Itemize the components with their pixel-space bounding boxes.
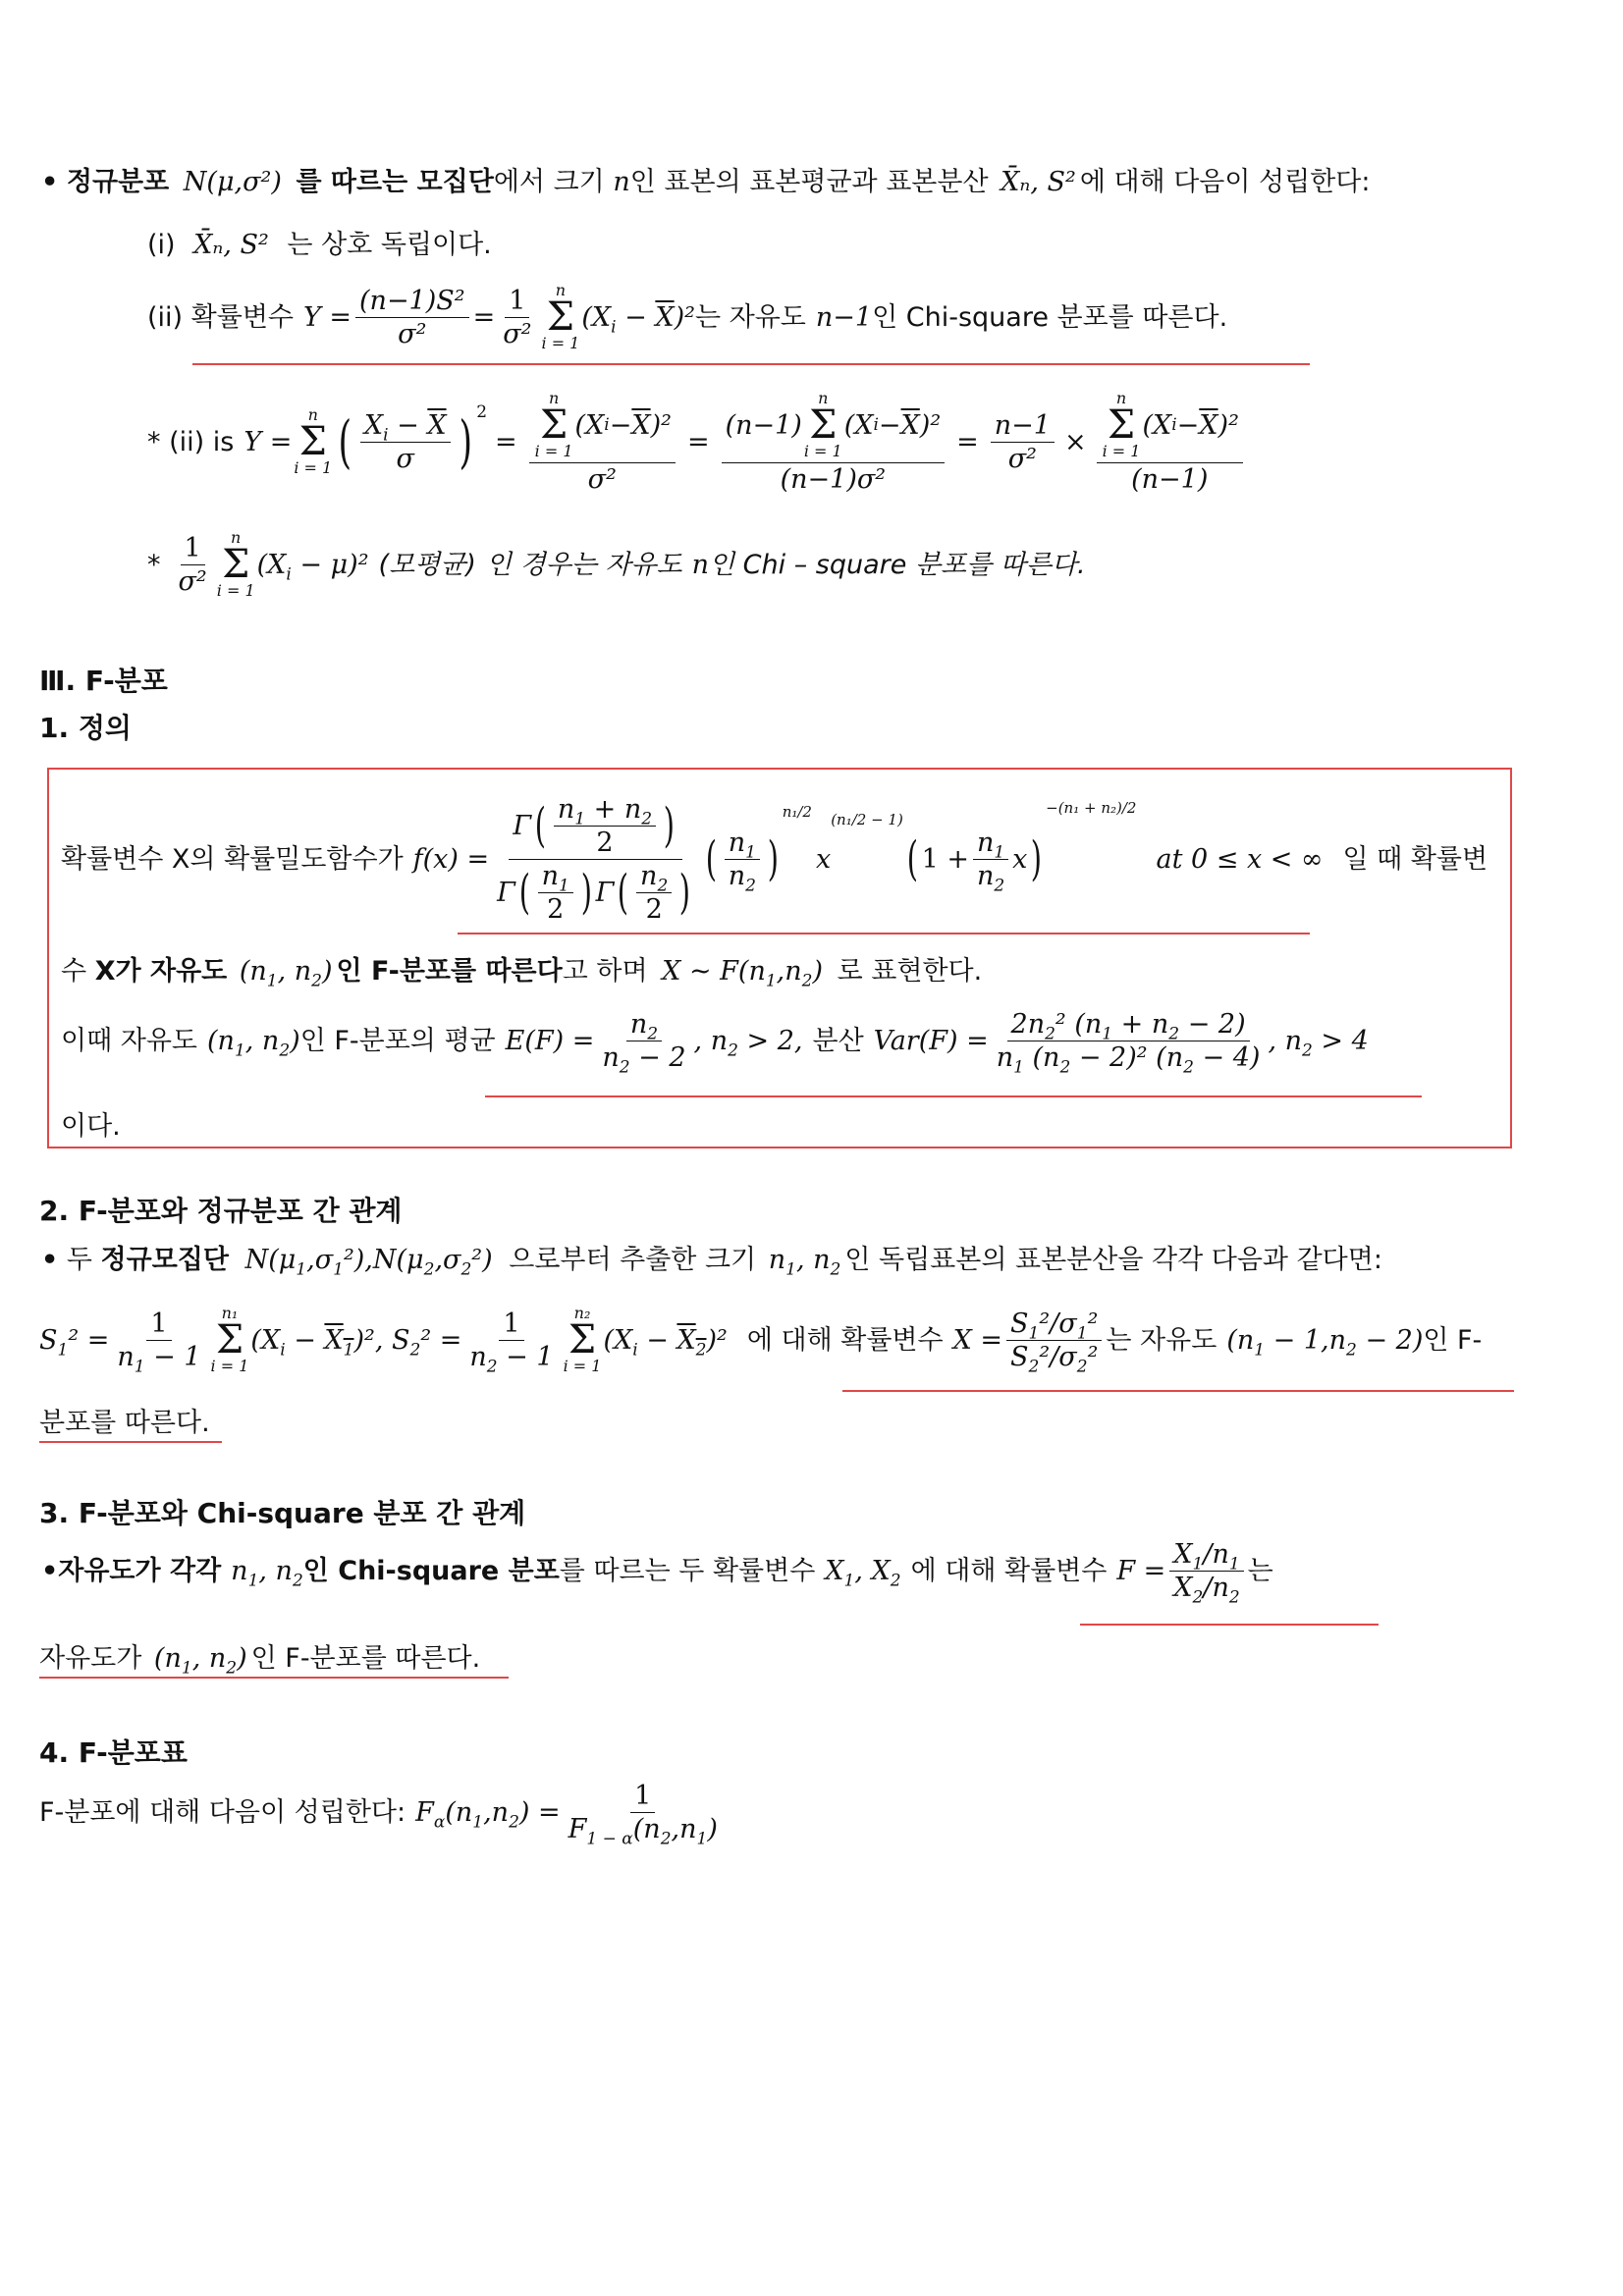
definition-line1: 확률변수 X의 확률밀도함수가 f(x) = Γ ( $\frac{n_1 + n_2}{2}$ ) Γ ( $\frac{n_1}{2}$ ) Γ ( $\frac{n_2}{2}$ ) ( $\frac{n_1}{n_2}$ ) n₁/2 x (n₁/2 − 1) ( 1 + $\frac{n_1}{n_2}$ x ) −(n₁ + n₂)/2 at 0 ≤ x < ∞ 일 때 확률변: [61, 793, 1488, 925]
section-title: Ⅲ. F-분포: [39, 665, 168, 697]
chisq-relation-line2: 자유도가 ($n_1$, $n_2$) 인 F-분포를 따른다.: [39, 1643, 481, 1679]
underline-chisq-relation-2: [39, 1677, 509, 1679]
item-ii: (ii) 확률변수 Y = $\frac{\text{(n−1)S²}}{\text{σ²}}$ = $\frac{1}{\text{σ²}}$ n Σ i = 1 $(X_i - \overline{X})^2$ 는 자유도 n−1 인 Chi-square 분포를 따른다.: [147, 281, 1228, 352]
definition-line3: 이때 자유도 ($n_1$, $n_2$) 인 F-분포의 평균 E(F) = $\frac{n_2}{n_2 - 2}$ , $n_2 > 2$, 분산 Var(F) = $\frac{2n_2^2 (n_1 + n_2 - 2)}{n_1 (n_2 - 2)^2 (n_2 - 4)}$ , $n_2 > 4$: [61, 1009, 1369, 1078]
underline-pdf: [458, 933, 1310, 934]
normal-relation-line3: 분포를 따른다.: [39, 1408, 210, 1438]
subsection-definition: 1. 정의: [39, 712, 132, 744]
underline-chisq-relation: [1080, 1624, 1379, 1626]
definition-line2: 수 X가 자유도 ($n_1$, $n_2$) 인 F-분포를 따른다고 하며 X ~ $F(n_1,n_2)$ 로 표현한다.: [61, 956, 983, 991]
bullet: •: [41, 167, 59, 197]
definition-line4: 이다.: [61, 1111, 121, 1142]
note-population-mean: * $\frac{1}{\text{σ²}}$ n Σ i = 1 $(X_i - \mu)^2$ (모평균) 인 경우는 자유도 n 인 Chi – square 분포를 따른다.: [147, 528, 1086, 600]
normal-relation-line2: $S_1^2$ = $\frac{1}{n_1 - 1}$ n₁ Σ i = 1 $(X_i - X_1)^2$, $S_2^2$ = $\frac{1}{n_2 - 1}$ n₂ Σ i = 1 $(X_i - X_2)^2$ 에 대해 확률변수 X = $\frac{S_1^2/\sigma_1^2}{S_2^2/\sigma_2^2}$ 는 자유도 $(n_1 - 1,n_2 - 2)$ 인 F-: [39, 1304, 1483, 1376]
normal-relation-line1: • 두 정규모집단 $N(\mu_1,\sigma_1^2),N(\mu_2,\sigma_2^2)$ 으로부터 추출한 크기 $n_1$, $n_2$ 인 독립표본의 표본분산을 각각 다음과 같다면:: [41, 1245, 1382, 1280]
underline-normal-relation: [842, 1390, 1514, 1392]
subsection-f-table: 4. F-분포표: [39, 1736, 188, 1769]
subsection-normal-relation: 2. F-분포와 정규분포 간 관계: [39, 1195, 403, 1227]
underline-ii: [192, 363, 1310, 365]
subsection-chisq-relation: 3. F-분포와 Chi-square 분포 간 관계: [39, 1497, 526, 1529]
f-table-line: F-분포에 대해 다음이 성립한다: $F_\alpha(n_1,n_2)$ = $\frac{1}{F_{1 - \alpha}(n_2,n_1)}$: [39, 1781, 718, 1849]
underline-normal-relation-2: [39, 1441, 222, 1443]
item-i: (i) X̄ₙ, S² 는 상호 독립이다.: [147, 230, 492, 260]
chisq-relation-line1: • 자유도가 각각 $n_1$, $n_2$ 인 Chi-square 분포 를 따르는 두 확률변수 $X_1$, $X_2$ 에 대해 확률변수 F = $\frac{X_1/n_1}{X_2/n_2}$ 는: [41, 1539, 1273, 1608]
intro-line: • 정규분포 N(μ,σ²) 를 따르는 모집단에서 크기 n인 표본의 표본평균과 표본분산 X̄ₙ, S² 에 대해 다음이 성립한다:: [41, 167, 1371, 197]
underline-mean-var: [485, 1095, 1422, 1097]
note-ii: * (ii) is Y = n Σ i = 1 ( $\frac{X_i - \overline{X}}{\sigma}$ ) 2 = n Σ i = 1 (X i − $\overline{X}$ )² σ² = (n−1) n Σ i = 1 (X i − $\overline{X}$ )² (n−1)σ² = $\frac{n-1}{\text{σ²}}$ × n Σ i = 1 (X i − $\overline{X}$ )² (n−1): [147, 391, 1247, 493]
